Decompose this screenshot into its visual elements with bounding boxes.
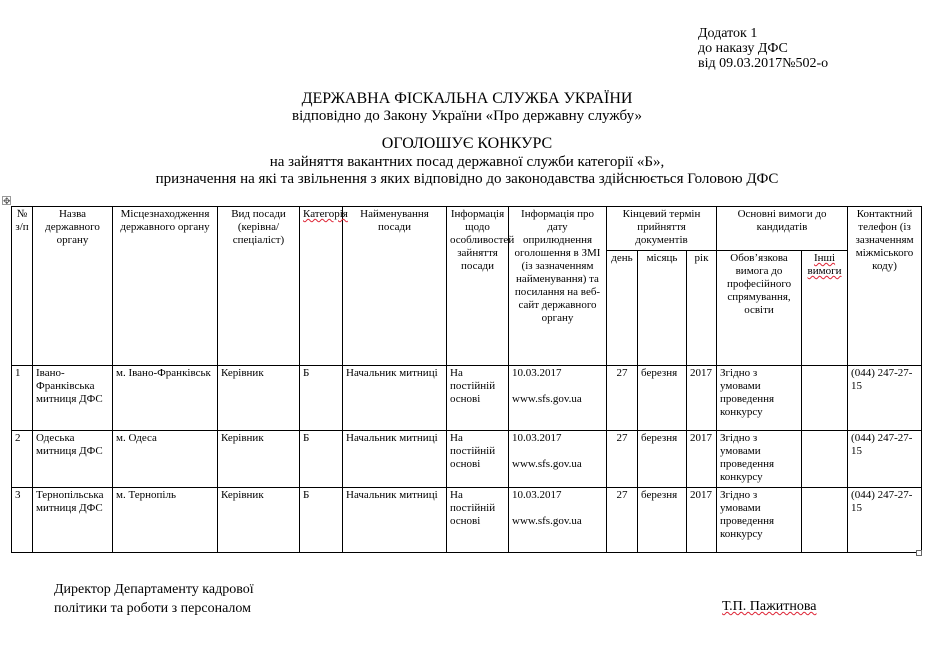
cell-contact: (044) 247-27-15 xyxy=(848,366,922,431)
cell-category: Б xyxy=(300,488,343,553)
header-num: № з/п xyxy=(12,207,33,366)
cell-req-other xyxy=(802,431,848,488)
header-year: рік xyxy=(687,251,717,366)
appendix-line-2: до наказу ДФС xyxy=(698,41,788,56)
cell-position-type: Керівник xyxy=(218,366,300,431)
header-position-name: Найменування посади xyxy=(343,207,447,366)
cell-info xyxy=(509,431,607,488)
cell-position-name: Начальник митниці xyxy=(343,431,447,488)
cell-req-education: Згідно з умовами проведення конкурсу xyxy=(717,366,802,431)
table-row xyxy=(12,366,922,431)
cell-features: На постійній основі xyxy=(447,366,509,431)
cell-info xyxy=(509,488,607,553)
signature-title-line-2: політики та роботи з персоналом xyxy=(54,601,251,616)
cell-location: м. Одеса xyxy=(113,431,218,488)
cell-location: м. Тернопіль xyxy=(113,488,218,553)
cell-info xyxy=(509,366,607,431)
cell-req-education: Згідно з умовами проведення конкурсу xyxy=(717,431,802,488)
move-arrows-icon[interactable]: ✥ xyxy=(3,196,11,206)
cell-contact: (044) 247-27-15 xyxy=(848,488,922,553)
appendix-line-1: Додаток 1 xyxy=(698,26,758,41)
purpose-line-2: призначення на які та звільнення з яких відповідно до законодавства здійснюється Головою ДФС xyxy=(155,171,779,187)
cell-day: 27 xyxy=(607,488,638,553)
cell-info-site-link[interactable]: www.sfs.gov.ua xyxy=(512,515,582,527)
cell-month: березня xyxy=(638,431,687,488)
law-reference: відповідно до Закону України «Про державну службу» xyxy=(292,108,642,124)
cell-position-name: Начальник митниці xyxy=(343,488,447,553)
cell-month: березня xyxy=(638,488,687,553)
cell-year: 2017 xyxy=(687,366,717,431)
cell-organ: Івано-Франківська митниця ДФС xyxy=(33,366,113,431)
header-deadline: Кінцевий термін прийняття документів xyxy=(607,207,717,251)
cell-year: 2017 xyxy=(687,431,717,488)
cell-location: м. Івано-Франківськ xyxy=(113,366,218,431)
header-location: Місцезнаходження державного органу xyxy=(113,207,218,366)
cell-info-site-link[interactable]: www.sfs.gov.ua xyxy=(512,458,582,470)
cell-position-name: Начальник митниці xyxy=(343,366,447,431)
cell-year: 2017 xyxy=(687,488,717,553)
signature-title xyxy=(54,580,254,618)
header-month: місяць xyxy=(638,251,687,366)
cell-organ: Тернопільська митниця ДФС xyxy=(33,488,113,553)
resize-square-icon[interactable] xyxy=(916,550,922,556)
header-category: Категорія xyxy=(300,207,343,366)
cell-day: 27 xyxy=(607,366,638,431)
cell-day: 27 xyxy=(607,431,638,488)
header-contact: Контактний телефон (із зазначенням міжміського коду) xyxy=(848,207,922,366)
cell-features: На постійній основі xyxy=(447,488,509,553)
header-req-other: Інші вимоги xyxy=(802,251,848,366)
cell-num: 3 xyxy=(12,488,33,553)
header-organ: Назва державного органу xyxy=(33,207,113,366)
vacancy-table xyxy=(11,206,922,553)
cell-position-type: Керівник xyxy=(218,431,300,488)
appendix-line-3: від 09.03.2017№502-о xyxy=(698,56,829,71)
cell-category: Б xyxy=(300,431,343,488)
purpose-line-1: на зайняття вакантних посад державної служби категорії «Б», xyxy=(269,154,665,170)
cell-info-date: 10.03.2017 xyxy=(512,489,562,501)
header-info-date: Інформація про дату оприлюднення оголошення в ЗМІ (із зазначенням найменування) та посилання на веб-сайт державного органу xyxy=(509,207,607,366)
table-row xyxy=(12,488,922,553)
header-position-type: Вид посади (керівна/спеціаліст) xyxy=(218,207,300,366)
header-day: день xyxy=(607,251,638,366)
header-features: Інформація щодо особливостей зайняття посади xyxy=(447,207,509,366)
signature-title-line-1: Директор Департаменту кадрової xyxy=(54,582,254,597)
cell-category: Б xyxy=(300,366,343,431)
cell-num: 1 xyxy=(12,366,33,431)
cell-info-site-link[interactable]: www.sfs.gov.ua xyxy=(512,393,582,405)
cell-position-type: Керівник xyxy=(218,488,300,553)
cell-contact: (044) 247-27-15 xyxy=(848,431,922,488)
cell-req-other xyxy=(802,488,848,553)
table-row xyxy=(12,431,922,488)
header-requirements: Основні вимоги до кандидатів xyxy=(717,207,848,251)
signature-name-text: Т.П. Пажитнова xyxy=(722,599,817,614)
cell-req-other xyxy=(802,366,848,431)
cell-info-date: 10.03.2017 xyxy=(512,367,562,379)
cell-req-education: Згідно з умовами проведення конкурсу xyxy=(717,488,802,553)
cell-organ: Одеська митниця ДФС xyxy=(33,431,113,488)
signature-name xyxy=(722,599,817,614)
cell-month: березня xyxy=(638,366,687,431)
cell-info-date: 10.03.2017 xyxy=(512,432,562,444)
cell-num: 2 xyxy=(12,431,33,488)
announcement-title: ОГОЛОШУЄ КОНКУРС xyxy=(381,135,553,152)
appendix-block xyxy=(698,26,828,71)
cell-features: На постійній основі xyxy=(447,431,509,488)
header-req-education: Обов’язкова вимога до професійного спрямування, освіти xyxy=(717,251,802,366)
organization-title: ДЕРЖАВНА ФІСКАЛЬНА СЛУЖБА УКРАЇНИ xyxy=(301,90,633,107)
header-row-1 xyxy=(12,207,922,251)
